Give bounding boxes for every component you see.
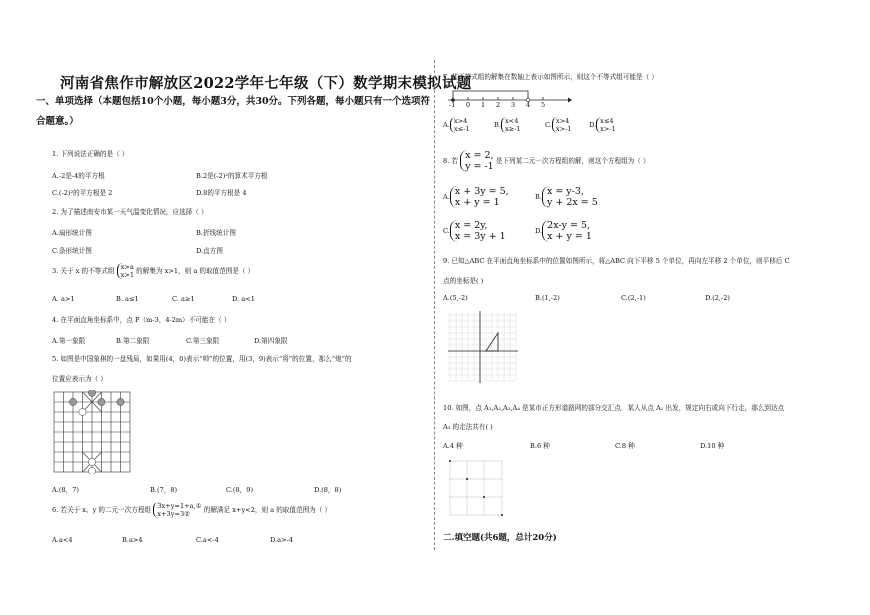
q5-option-d: D.(8，8) xyxy=(314,486,342,494)
q1-option-a: A.-2是-4的平方根 xyxy=(52,172,105,180)
q5-stem-line1: 5. 如图是中国象棋的一盘残局，如果用(4，0)表示“帅”的位置，用(3，9)表示“将”的位置，那么“炮”的 xyxy=(52,355,352,363)
q7-b1: x<4 xyxy=(504,117,519,125)
q5-option-a: A.(8，7) xyxy=(52,486,79,494)
q8-c2: x = 3y + 1 xyxy=(454,231,506,242)
q8-d1: 2x-y = 5, xyxy=(547,220,591,231)
q9-option-c: C.(2,-1) xyxy=(621,294,646,302)
axis-label: 2 xyxy=(496,101,501,109)
q8-option-a: A. x + 3y = 5, x + y = 1 xyxy=(443,186,509,208)
q2-stem: 2. 为了描述南安市某一天气温变化情况，应选择（ ） xyxy=(52,208,208,216)
q3-option-c: C. a≥1 xyxy=(172,295,195,303)
q4-option-d: D.第四象限 xyxy=(254,337,288,345)
q3-sys2: x>1 xyxy=(120,271,135,279)
q9-stem-line1: 9. 已知△ABC 在平面直角坐标系中的位置如图所示，将△ABC 向下平移 5 个单位，再向左平移 2 个单位，则平移后 C xyxy=(443,257,790,265)
q6-stem-b: 的解满足 x+y<2，则 a 的取值范围为（ ） xyxy=(203,506,332,514)
q8-b1: x = y-3, xyxy=(546,186,584,197)
q5-stem-line2: 位置应表示为（ ） xyxy=(52,375,107,383)
q3-stem xyxy=(52,263,254,279)
q7-b2: x≥-1 xyxy=(504,125,521,133)
q10-stem-line2: A₃ 的走法共有( ) xyxy=(443,423,493,431)
road-grid-figure xyxy=(446,455,506,519)
q7-c1: x>4 xyxy=(555,117,570,125)
q10-option-b: B.6 种 xyxy=(530,442,550,450)
q4-option-c: C.第三象限 xyxy=(186,337,220,345)
q2-option-d: D.直方图 xyxy=(196,247,223,255)
q6-stem xyxy=(52,502,331,518)
q1-option-c: C.(-2)²的平方根是 2 xyxy=(52,189,113,197)
q2-option-a: A.扇形统计图 xyxy=(52,229,92,237)
q8-a2: x + y = 1 xyxy=(454,197,500,208)
q8-option-b: B. x = y-3, y + 2x = 5 xyxy=(535,186,598,208)
axis-label: 0 xyxy=(466,101,471,109)
q7-d2: x>-1 xyxy=(600,125,616,133)
axis-label: -1 xyxy=(449,101,456,109)
section-1-line2: 合题意。） xyxy=(36,116,79,127)
axis-label: 5 xyxy=(541,101,546,109)
q7-d1: x≤4 xyxy=(600,117,614,125)
chess-board-figure xyxy=(52,390,132,474)
q3-stem-a: 3. 关于 x 的不等式组 xyxy=(52,267,115,275)
q7-a2: x≤-1 xyxy=(453,125,470,133)
q8-c1: x = 2y, xyxy=(454,220,488,231)
q9-option-a: A.(5,-2) xyxy=(443,294,468,302)
q1-option-b: B.2是(-2)²的算术平方根 xyxy=(196,172,268,180)
q9-option-b: B.(1,-2) xyxy=(535,294,560,302)
q10-stem-line1: 10. 如图，点 A₁,A₂,A₃,A₄ 是某市正方形道路网的部分交汇点．某人从点 A₁ 出发，规定向右或向下行走，那么到达点 xyxy=(443,404,785,412)
page-title: 河南省焦作市解放区2022学年七年级（下）数学期末模拟试题 xyxy=(60,75,472,92)
q4-stem: 4. 在平面直角坐标系中，点 P（m-3，4-2m）不可能在（ ） xyxy=(52,316,231,324)
q9-option-d: D.(2,-2) xyxy=(705,294,731,302)
q6-option-c: C.a<-4 xyxy=(196,536,219,544)
q6-sys2: x+3y=3② xyxy=(157,510,191,518)
q8-b2: y + 2x = 5 xyxy=(546,197,598,208)
section-2-heading: 二.填空题(共6题，总计20分) xyxy=(443,533,557,543)
q1-option-d: D.8的平方根是 4 xyxy=(196,189,247,197)
q3-option-d: D. a<1 xyxy=(232,295,255,303)
q3-option-b: B. a≤1 xyxy=(116,295,139,303)
number-line-labels xyxy=(446,101,572,110)
q8-option-c: C. x = 2y, x = 3y + 1 xyxy=(443,220,506,242)
q8-num: 8. 若 xyxy=(443,157,458,165)
q6-stem-a: 6. 若关于 x、y 的二元一次方程组 xyxy=(52,506,152,514)
column-divider xyxy=(434,60,435,550)
coordinate-grid-figure xyxy=(446,311,518,383)
q7-a1: x>4 xyxy=(453,117,468,125)
q6-option-a: A.a<4 xyxy=(52,536,73,544)
q8-d2: x + y = 1 xyxy=(547,231,592,242)
q8-s1: x = 2, xyxy=(465,150,494,161)
q2-option-b: B.折线统计图 xyxy=(196,229,236,237)
q3-stem-b: 的解集为 x>1，则 a 的取值范围是（ ） xyxy=(136,267,255,275)
q8-stem-text: 是下列某二元一次方程组的解，则这个方程组为（ ） xyxy=(495,157,650,165)
q3-option-a: A. a>1 xyxy=(52,295,75,303)
q7-option-d: D. x≤4 x>-1 xyxy=(589,117,616,133)
section-1-line1: 一、单项选择（本题包括10个小题，每小题3分，共30分。下列各题，每小题只有一个选项符 xyxy=(36,96,431,107)
q7-option-c: C. x>4 x>-1 xyxy=(545,117,572,133)
q10-option-c: C.8 种 xyxy=(615,442,635,450)
q8-s2: y = -1 xyxy=(465,161,494,172)
q7-option-b: B. x<4 x≥-1 xyxy=(494,117,521,133)
q2-option-c: C.条形统计图 xyxy=(52,247,92,255)
q6-system xyxy=(153,502,201,518)
q9-stem-line2: 点的坐标是( ) xyxy=(443,277,484,285)
q6-sys1: 3x+y=1+a,① xyxy=(157,502,202,510)
q10-option-d: D.10 种 xyxy=(700,442,725,450)
q8-a1: x + 3y = 5, xyxy=(454,186,509,197)
q6-option-d: D.a>-4 xyxy=(270,536,294,544)
q4-option-b: B.第二象限 xyxy=(116,337,150,345)
axis-label: 4 xyxy=(526,101,531,109)
q6-option-b: B.a>4 xyxy=(122,536,143,544)
q3-system xyxy=(117,263,134,279)
q8-stem xyxy=(443,150,650,172)
axis-label: 1 xyxy=(481,101,486,109)
q1-stem: 1. 下列说法正确的是（ ） xyxy=(52,150,129,158)
axis-label: 3 xyxy=(511,101,516,109)
q4-option-a: A.第一象限 xyxy=(52,337,86,345)
q7-stem: 7. 某不等式组的解集在数轴上表示如图所示，则这个不等式组可能是（ ） xyxy=(443,73,658,81)
q7-option-a: A. x>4 x≤-1 xyxy=(443,117,470,133)
q8-option-d: D. 2x-y = 5, x + y = 1 xyxy=(535,220,592,242)
q3-sys1: x>a xyxy=(120,263,134,271)
q5-option-c: C.(8，9) xyxy=(226,486,254,494)
q5-option-b: B.(7，8) xyxy=(150,486,178,494)
section-1-heading xyxy=(36,92,430,132)
q7-c2: x>-1 xyxy=(555,125,572,133)
q10-option-a: A.4 种 xyxy=(443,442,463,450)
